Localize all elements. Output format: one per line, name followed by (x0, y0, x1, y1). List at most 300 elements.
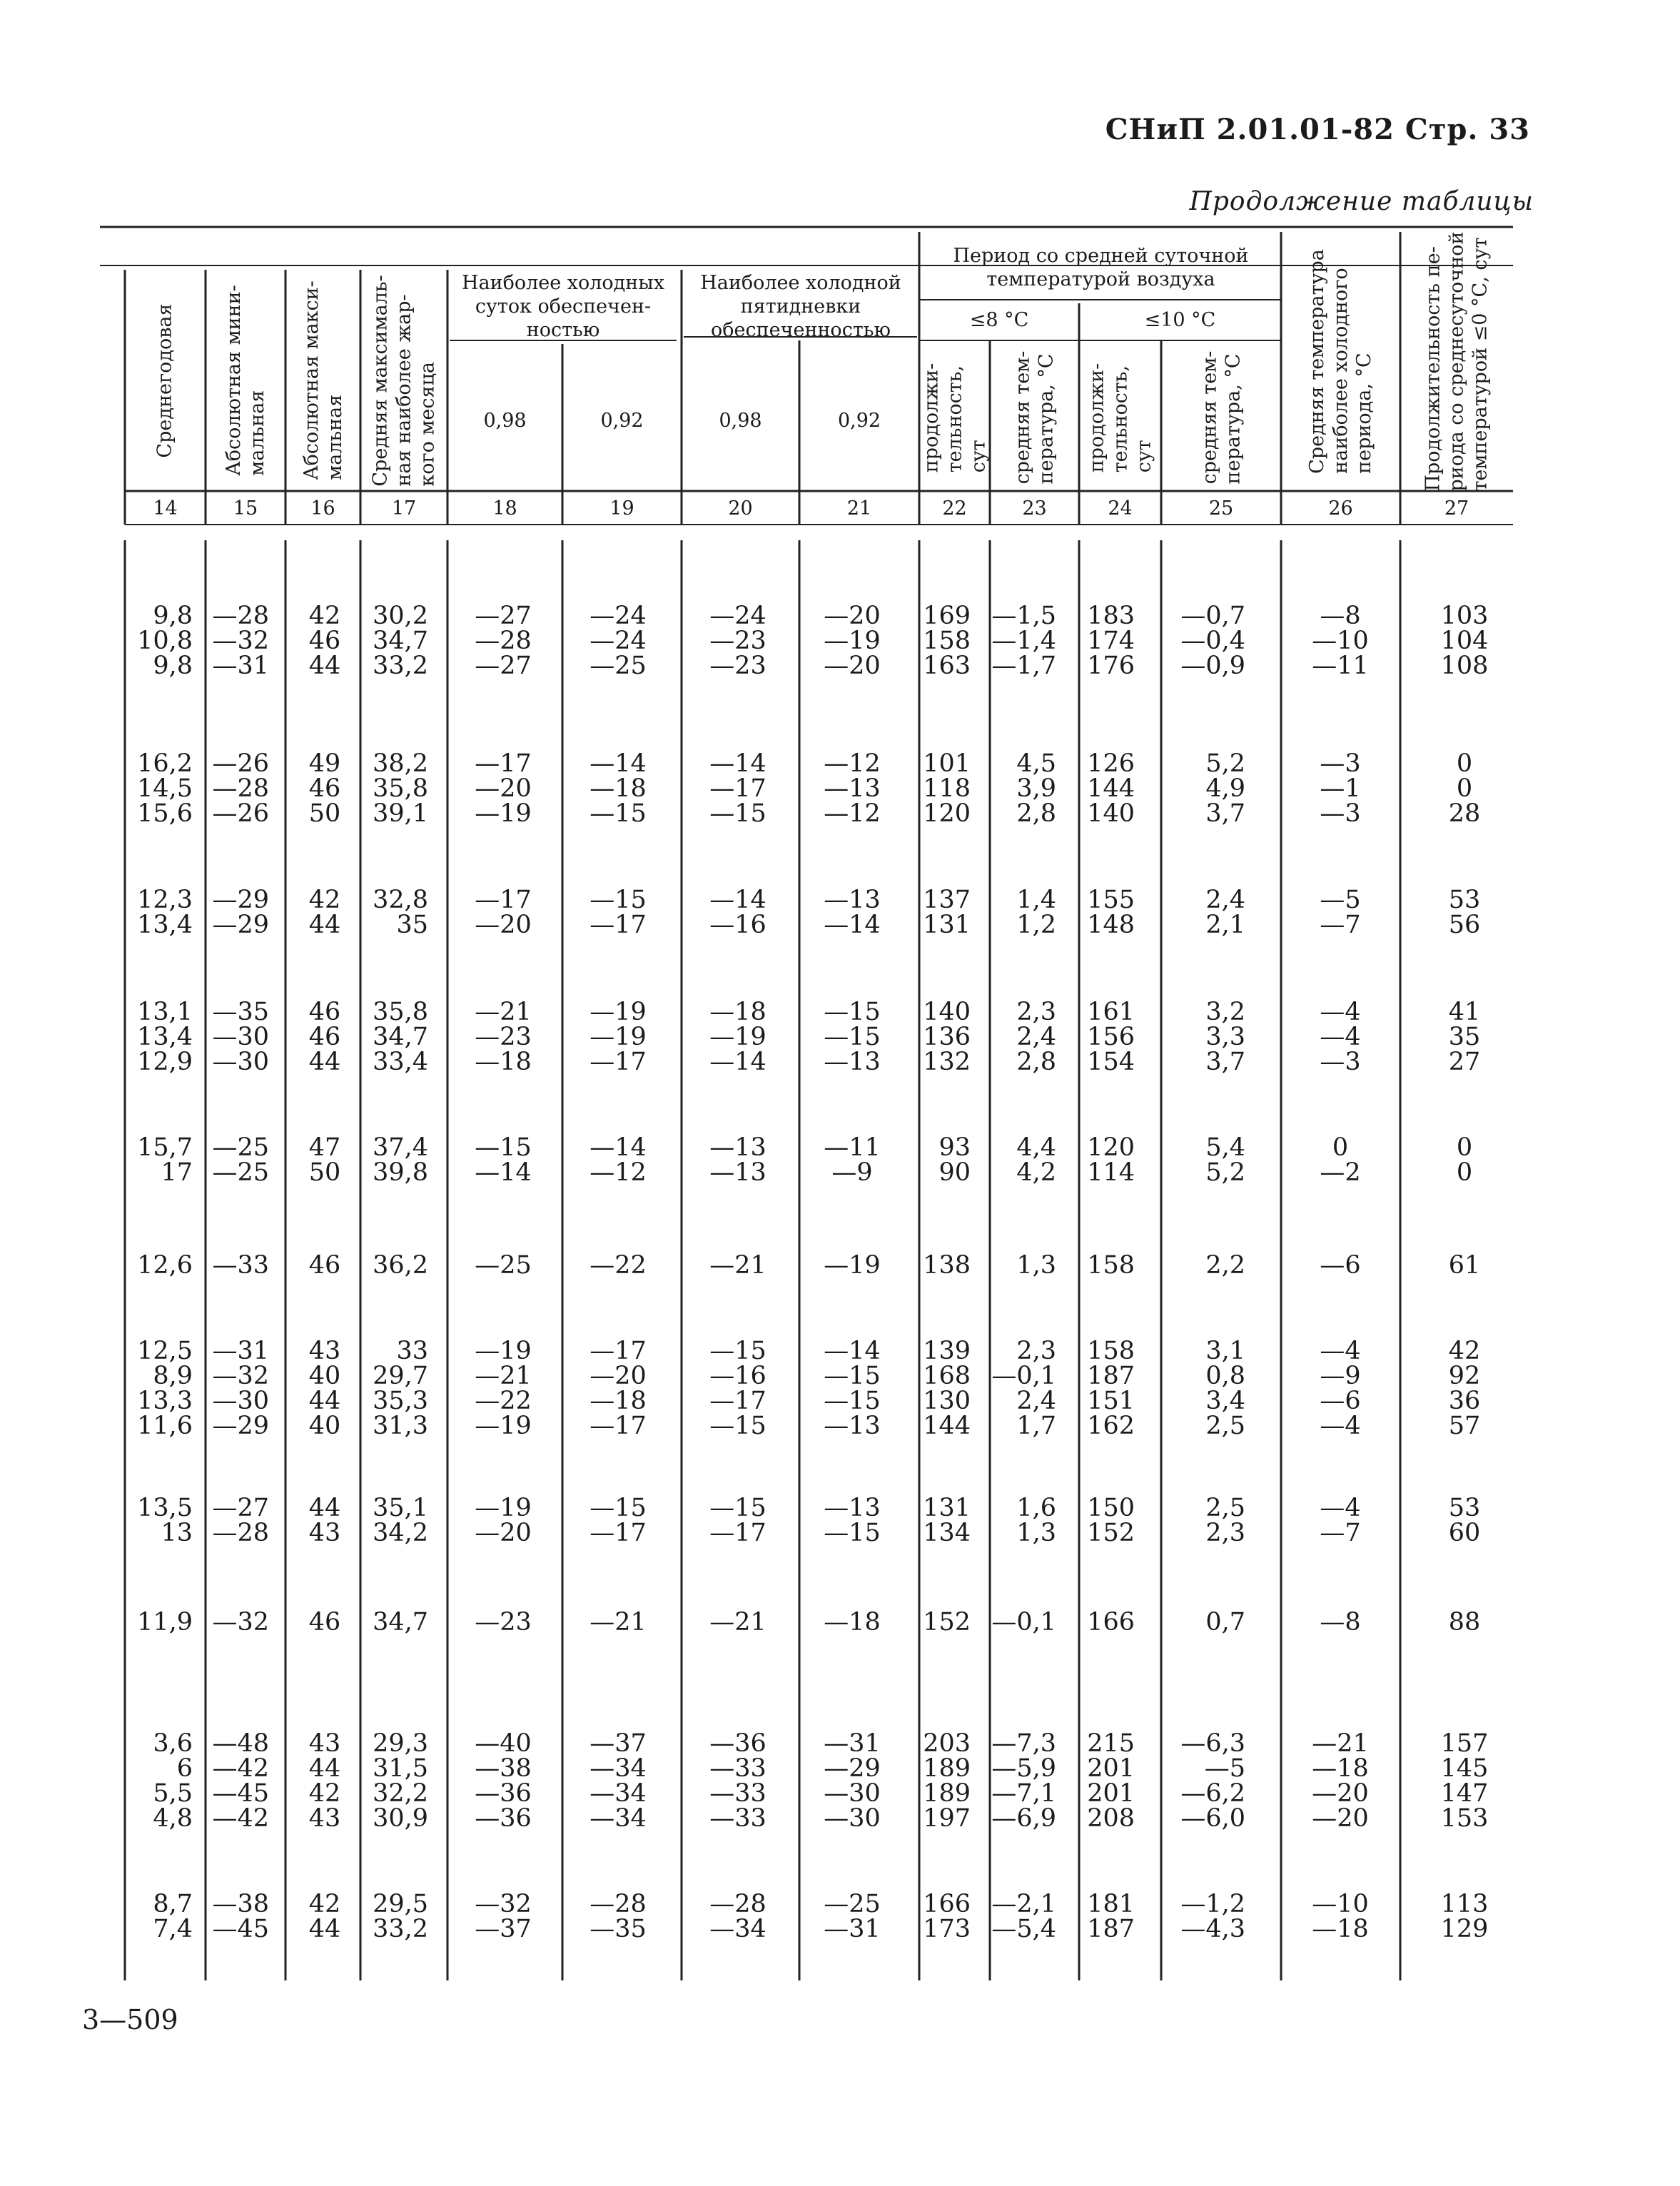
table-cell: —17 (589, 911, 647, 939)
table-cell: —6,0 (1180, 1804, 1245, 1833)
header-col19-0.92: 0,92 (600, 410, 644, 432)
table-cell: 2,8 (1016, 799, 1056, 828)
table-cell: 166 (923, 1890, 971, 1918)
table-cell: 43 (308, 1729, 341, 1758)
table-cell: 33,4 (373, 1048, 428, 1076)
table-cell: 37,4 (373, 1133, 428, 1162)
header-group-coldest-fiveday: Наиболее холодной пятидневки обеспеченностью (700, 272, 901, 341)
table-cell: 189 (923, 1754, 971, 1783)
table-cell: —15 (824, 1387, 881, 1415)
table-cell: —38 (475, 1754, 532, 1783)
table-cell: —13 (824, 1494, 881, 1522)
table-cell: 126 (1087, 749, 1135, 778)
table-cell: —19 (824, 627, 881, 655)
table-cell: 113 (1440, 1890, 1489, 1918)
table-cell: —8 (1320, 1608, 1361, 1636)
table-cell: —17 (475, 886, 532, 914)
table-cell: 201 (1087, 1754, 1135, 1783)
table-cell: 1,3 (1016, 1251, 1056, 1280)
table-cell: 38,2 (373, 749, 428, 778)
table-cell: —13 (709, 1158, 766, 1187)
table-cell: 5,4 (1205, 1133, 1245, 1162)
table-cell: 4,5 (1016, 749, 1056, 778)
table-cell: 13,3 (137, 1387, 193, 1415)
table-cell: 12,9 (137, 1048, 193, 1076)
table-cell: —35 (212, 998, 269, 1026)
table-cell: —2,1 (991, 1890, 1056, 1918)
table-cell: 53 (1448, 886, 1481, 914)
table-cell: —33 (709, 1779, 766, 1808)
table-cell: —4,3 (1180, 1915, 1245, 1943)
table-cell: 120 (1087, 1133, 1135, 1162)
table-cell: —27 (475, 602, 532, 630)
table-cell: —28 (212, 774, 269, 803)
table-cell: —28 (212, 602, 269, 630)
table-cell: —36 (475, 1804, 532, 1833)
table-cell: 43 (308, 1804, 341, 1833)
table-cell: 187 (1087, 1362, 1135, 1390)
table-cell: —29 (212, 886, 269, 914)
table-cell: —32 (212, 627, 269, 655)
header-group-coldest-days: Наиболее холодных суток обеспечен-ностью (461, 272, 665, 341)
table-cell: —19 (589, 1023, 647, 1051)
table-cell: 0 (1456, 1133, 1473, 1162)
table-cell: 4,4 (1016, 1133, 1056, 1162)
header-col24: продолжи- тельность, сут (1086, 363, 1155, 472)
table-cell: 0,7 (1205, 1608, 1245, 1636)
table-cell: —17 (709, 1387, 766, 1415)
table-cell: —4 (1320, 1337, 1361, 1365)
table-cell: 157 (1440, 1729, 1489, 1758)
table-cell: —16 (709, 911, 766, 939)
table-cell: —42 (212, 1754, 269, 1783)
colnum-24: 24 (1108, 497, 1133, 520)
table-cell: 203 (923, 1729, 971, 1758)
colnum-18: 18 (492, 497, 517, 520)
table-cell: —14 (709, 886, 766, 914)
table-cell: 47 (308, 1133, 341, 1162)
table-cell: 42 (1448, 1337, 1481, 1365)
table-cell: —6,9 (991, 1804, 1056, 1833)
table-cell: —36 (709, 1729, 766, 1758)
table-cell: 104 (1440, 627, 1489, 655)
table-cell: —15 (709, 1494, 766, 1522)
table-cell: —45 (212, 1915, 269, 1943)
table-cell: 17 (161, 1158, 193, 1187)
colnum-20: 20 (728, 497, 753, 520)
table-cell: 50 (308, 799, 341, 828)
table-cell: 5,2 (1205, 749, 1245, 778)
colnum-22: 22 (942, 497, 967, 520)
table-cell: 136 (923, 1023, 971, 1051)
table-cell: 2,4 (1016, 1387, 1056, 1415)
table-cell: —15 (709, 1337, 766, 1365)
table-cell: 138 (923, 1251, 971, 1280)
table-cell: —20 (475, 774, 532, 803)
table-cell: —34 (709, 1915, 766, 1943)
table-cell: —3 (1320, 1048, 1361, 1076)
table-cell: —23 (709, 652, 766, 680)
table-cell: 162 (1087, 1412, 1135, 1440)
table-cell: 13,4 (137, 1023, 193, 1051)
table-cell: —18 (709, 998, 766, 1026)
table-cell: —30 (212, 1387, 269, 1415)
table-cell: —32 (212, 1608, 269, 1636)
header-col21-0.92: 0,92 (837, 410, 881, 432)
table-cell: 129 (1440, 1915, 1489, 1943)
table-cell: —4 (1320, 1494, 1361, 1522)
table-cell: —20 (824, 602, 881, 630)
table-cell: —17 (709, 774, 766, 803)
table-cell: 189 (923, 1779, 971, 1808)
table-cell: 13,1 (137, 998, 193, 1026)
table-cell: 44 (308, 1754, 341, 1783)
table-cell: 137 (923, 886, 971, 914)
table-cell: —25 (824, 1890, 881, 1918)
table-cell: 181 (1087, 1890, 1135, 1918)
table-cell: 44 (308, 911, 341, 939)
table-cell: 42 (308, 1779, 341, 1808)
table-cell: 2,8 (1016, 1048, 1056, 1076)
table-cell: 11,6 (137, 1412, 193, 1440)
colnum-16: 16 (310, 497, 335, 520)
table-cell: —26 (212, 749, 269, 778)
table-cell: 3,1 (1205, 1337, 1245, 1365)
table-cell: 60 (1448, 1519, 1481, 1547)
table-cell: 0 (1332, 1133, 1349, 1162)
table-cell: 130 (923, 1387, 971, 1415)
table-cell: —0,1 (991, 1608, 1056, 1636)
header-col23: средняя тем- пература, °С (1011, 350, 1058, 485)
table-cell: 1,4 (1016, 886, 1056, 914)
table-cell: 46 (308, 1251, 341, 1280)
table-cell: 35,3 (373, 1387, 428, 1415)
table-cell: —30 (212, 1023, 269, 1051)
table-cell: 132 (923, 1048, 971, 1076)
table-cell: 2,5 (1205, 1412, 1245, 1440)
table-cell: —28 (212, 1519, 269, 1547)
table-cell: 93 (938, 1133, 971, 1162)
table-cell: 12,6 (137, 1251, 193, 1280)
table-cell: —17 (709, 1519, 766, 1547)
table-cell: —21 (709, 1608, 766, 1636)
table-cell: 0 (1456, 749, 1473, 778)
table-cell: 3,6 (153, 1729, 193, 1758)
table-cell: —7 (1320, 911, 1361, 939)
table-cell: —21 (475, 1362, 532, 1390)
table-cell: 35 (396, 911, 428, 939)
table-cell: —18 (1312, 1915, 1369, 1943)
colnum-26: 26 (1328, 497, 1353, 520)
table-cell: —19 (824, 1251, 881, 1280)
table-cell: 31,5 (373, 1754, 428, 1783)
table-cell: —37 (589, 1729, 647, 1758)
table-cell: —4 (1320, 1023, 1361, 1051)
table-cell: —3 (1320, 799, 1361, 828)
header-le10: ≤10 °С (1144, 309, 1216, 331)
table-cell: —30 (212, 1048, 269, 1076)
table-cell: —14 (589, 1133, 647, 1162)
table-cell: 10,8 (137, 627, 193, 655)
table-cell: 42 (308, 1890, 341, 1918)
table-cell: 108 (1440, 652, 1489, 680)
table-cell: —11 (1312, 652, 1369, 680)
header-col27: Продолжительность пе- риода со среднесуточной температурой ≤0 °С, сут (1422, 231, 1492, 492)
table-cell: 169 (923, 602, 971, 630)
table-cell: —29 (212, 1412, 269, 1440)
table-cell: —20 (824, 652, 881, 680)
header-col18-0.98: 0,98 (483, 410, 527, 432)
table-cell: 36 (1448, 1387, 1481, 1415)
table-cell: —0,4 (1180, 627, 1245, 655)
table-cell: —30 (824, 1804, 881, 1833)
table-cell: 4,8 (153, 1804, 193, 1833)
table-cell: —19 (475, 1337, 532, 1365)
table-cell: —5 (1204, 1754, 1245, 1783)
table-cell: —28 (475, 627, 532, 655)
table-cell: 155 (1087, 886, 1135, 914)
table-cell: 5,5 (153, 1779, 193, 1808)
table-cell: —13 (824, 1048, 881, 1076)
table-cell: 166 (1087, 1608, 1135, 1636)
table-cell: —29 (212, 911, 269, 939)
table-cell: 88 (1448, 1608, 1481, 1636)
table-cell: —14 (589, 749, 647, 778)
table-cell: 6 (176, 1754, 193, 1783)
table-cell: —15 (824, 1519, 881, 1547)
table-cell: 12,3 (137, 886, 193, 914)
table-cell: —25 (212, 1133, 269, 1162)
table-cell: —14 (824, 1337, 881, 1365)
table-cell: 174 (1087, 627, 1135, 655)
table-cell: —31 (212, 1337, 269, 1365)
table-cell: —15 (589, 799, 647, 828)
table-cell: 140 (923, 998, 971, 1026)
table-cell: —22 (589, 1251, 647, 1280)
table-cell: 44 (308, 652, 341, 680)
table-cell: 15,6 (137, 799, 193, 828)
table-cell: —15 (824, 1362, 881, 1390)
table-cell: 8,9 (153, 1362, 193, 1390)
table-cell: 11,9 (137, 1608, 193, 1636)
table-cell: 144 (923, 1412, 971, 1440)
table-cell: 44 (308, 1494, 341, 1522)
table-cell: —13 (709, 1133, 766, 1162)
table-cell: —32 (475, 1890, 532, 1918)
table-cell: —18 (1312, 1754, 1369, 1783)
table-cell: 183 (1087, 602, 1135, 630)
table-cell: 215 (1087, 1729, 1135, 1758)
table-cell: —13 (824, 886, 881, 914)
table-cell: —24 (589, 602, 647, 630)
table-cell: 3,4 (1205, 1387, 1245, 1415)
table-cell: —17 (589, 1048, 647, 1076)
table-cell: 44 (308, 1048, 341, 1076)
table-cell: —17 (589, 1519, 647, 1547)
table-cell: —6,2 (1180, 1779, 1245, 1808)
table-cell: —1,5 (991, 602, 1056, 630)
table-cell: —21 (1312, 1729, 1369, 1758)
table-cell: 7,4 (153, 1915, 193, 1943)
table-cell: 33,2 (373, 652, 428, 680)
table-cell: —6 (1320, 1387, 1361, 1415)
table-cell: —6,3 (1180, 1729, 1245, 1758)
table-cell: 150 (1087, 1494, 1135, 1522)
continuation-label: Продолжение таблицы (1189, 187, 1534, 216)
table-cell: —13 (824, 774, 881, 803)
table-cell: 90 (938, 1158, 971, 1187)
table-cell: —1,7 (991, 652, 1056, 680)
header-col22: продолжи- тельность, сут (920, 363, 989, 472)
table-cell: —20 (475, 911, 532, 939)
table-cell: 49 (308, 749, 341, 778)
table-cell: 118 (923, 774, 971, 803)
table-cell: 161 (1087, 998, 1135, 1026)
header-col26: Средняя температура наиболее холодного периода, °С (1306, 249, 1376, 474)
colnum-14: 14 (153, 497, 178, 520)
table-cell: —9 (1320, 1362, 1361, 1390)
table-cell: —33 (212, 1251, 269, 1280)
table-cell: 4,9 (1205, 774, 1245, 803)
table-cell: 3,7 (1205, 1048, 1245, 1076)
table-cell: —40 (475, 1729, 532, 1758)
table-cell: 114 (1087, 1158, 1135, 1187)
table-cell: 13,4 (137, 911, 193, 939)
table-cell: 33,2 (373, 1915, 428, 1943)
table-cell: —12 (589, 1158, 647, 1187)
table-cell: —11 (824, 1133, 881, 1162)
table-cell: 8,7 (153, 1890, 193, 1918)
table-cell: 14,5 (137, 774, 193, 803)
table-cell: 187 (1087, 1915, 1135, 1943)
table-cell: 3,7 (1205, 799, 1245, 828)
table-cell: 0 (1456, 774, 1473, 803)
table-cell: —0,9 (1180, 652, 1245, 680)
table-cell: —24 (589, 627, 647, 655)
table-cell: 30,2 (373, 602, 428, 630)
table-cell: 1,6 (1016, 1494, 1056, 1522)
table-cell: 156 (1087, 1023, 1135, 1051)
table-cell: 40 (308, 1412, 341, 1440)
table-cell: 53 (1448, 1494, 1481, 1522)
colnum-17: 17 (391, 497, 417, 520)
table-cell: —23 (475, 1023, 532, 1051)
header-col25: средняя тем- пература, °С (1198, 350, 1245, 485)
table-cell: —24 (709, 602, 766, 630)
table-cell: —5,9 (991, 1754, 1056, 1783)
table-cell: 35,1 (373, 1494, 428, 1522)
table-cell: 2,1 (1205, 911, 1245, 939)
table-cell: 46 (308, 627, 341, 655)
table-cell: —20 (1312, 1804, 1369, 1833)
table-cell: —25 (212, 1158, 269, 1187)
table-cell: 1,2 (1016, 911, 1056, 939)
table-cell: —1,4 (991, 627, 1056, 655)
table-cell: —10 (1312, 627, 1369, 655)
table-cell: 15,7 (137, 1133, 193, 1162)
table-cell: 29,3 (373, 1729, 428, 1758)
table-cell: —5 (1320, 886, 1361, 914)
table-cell: 208 (1087, 1804, 1135, 1833)
table-cell: —48 (212, 1729, 269, 1758)
table-cell: 2,3 (1205, 1519, 1245, 1547)
table-cell: —12 (824, 799, 881, 828)
table-cell: —18 (589, 774, 647, 803)
table-cell: 1,7 (1016, 1412, 1056, 1440)
table-cell: 61 (1448, 1251, 1481, 1280)
colnum-21: 21 (846, 497, 872, 520)
table-cell: 27 (1448, 1048, 1481, 1076)
table-cell: —3 (1320, 749, 1361, 778)
table-cell: —23 (709, 627, 766, 655)
table-cell: —14 (824, 911, 881, 939)
table-cell: 29,7 (373, 1362, 428, 1390)
table-cell: 44 (308, 1915, 341, 1943)
table-cell: —26 (212, 799, 269, 828)
table-cell: 158 (923, 627, 971, 655)
table-cell: 2,4 (1016, 1023, 1056, 1051)
table-cell: —19 (475, 799, 532, 828)
table-cell: 46 (308, 998, 341, 1026)
table-cell: 13 (161, 1519, 193, 1547)
table-cell: 158 (1087, 1251, 1135, 1280)
table-cell: —4 (1320, 998, 1361, 1026)
table-cell: 31,3 (373, 1412, 428, 1440)
table-cell: 173 (923, 1915, 971, 1943)
table-cell: 92 (1448, 1362, 1481, 1390)
table-cell: —1 (1320, 774, 1361, 803)
table-cell: 30,9 (373, 1804, 428, 1833)
table-cell: —20 (1312, 1779, 1369, 1808)
table-cell: —19 (475, 1412, 532, 1440)
table-cell: 46 (308, 1023, 341, 1051)
table-cell: 32,8 (373, 886, 428, 914)
table-cell: 28 (1448, 799, 1481, 828)
table-cell: —15 (824, 998, 881, 1026)
table-cell: —15 (475, 1133, 532, 1162)
table-cell: 176 (1087, 652, 1135, 680)
table-cell: —15 (589, 886, 647, 914)
table-cell: —42 (212, 1804, 269, 1833)
table-cell: —28 (709, 1890, 766, 1918)
table-cell: 12,5 (137, 1337, 193, 1365)
table-cell: 44 (308, 1387, 341, 1415)
table-cell: —7,1 (991, 1779, 1056, 1808)
table-cell: —21 (475, 998, 532, 1026)
table-cell: —19 (709, 1023, 766, 1051)
table-cell: 131 (923, 1494, 971, 1522)
table-cell: 120 (923, 799, 971, 828)
table-cell: 153 (1440, 1804, 1489, 1833)
table-cell: 140 (1087, 799, 1135, 828)
table-cell: 32,2 (373, 1779, 428, 1808)
header-le8: ≤8 °С (969, 309, 1029, 331)
table-cell: —23 (475, 1608, 532, 1636)
table-cell: 152 (923, 1608, 971, 1636)
table-cell: —34 (589, 1804, 647, 1833)
table-cell: 2,4 (1205, 886, 1245, 914)
table-cell: 151 (1087, 1387, 1135, 1415)
table-cell: —16 (709, 1362, 766, 1390)
table-cell: 0 (1456, 1158, 1473, 1187)
colnum-25: 25 (1208, 497, 1234, 520)
table-cell: —35 (589, 1915, 647, 1943)
table-cell: —19 (589, 998, 647, 1026)
table-cell: —2 (1320, 1158, 1361, 1187)
header-col17: Средняя максималь- ная наиболее жар- кого месяца (369, 274, 439, 487)
table-cell: 50 (308, 1158, 341, 1187)
table-cell: 4,2 (1016, 1158, 1056, 1187)
